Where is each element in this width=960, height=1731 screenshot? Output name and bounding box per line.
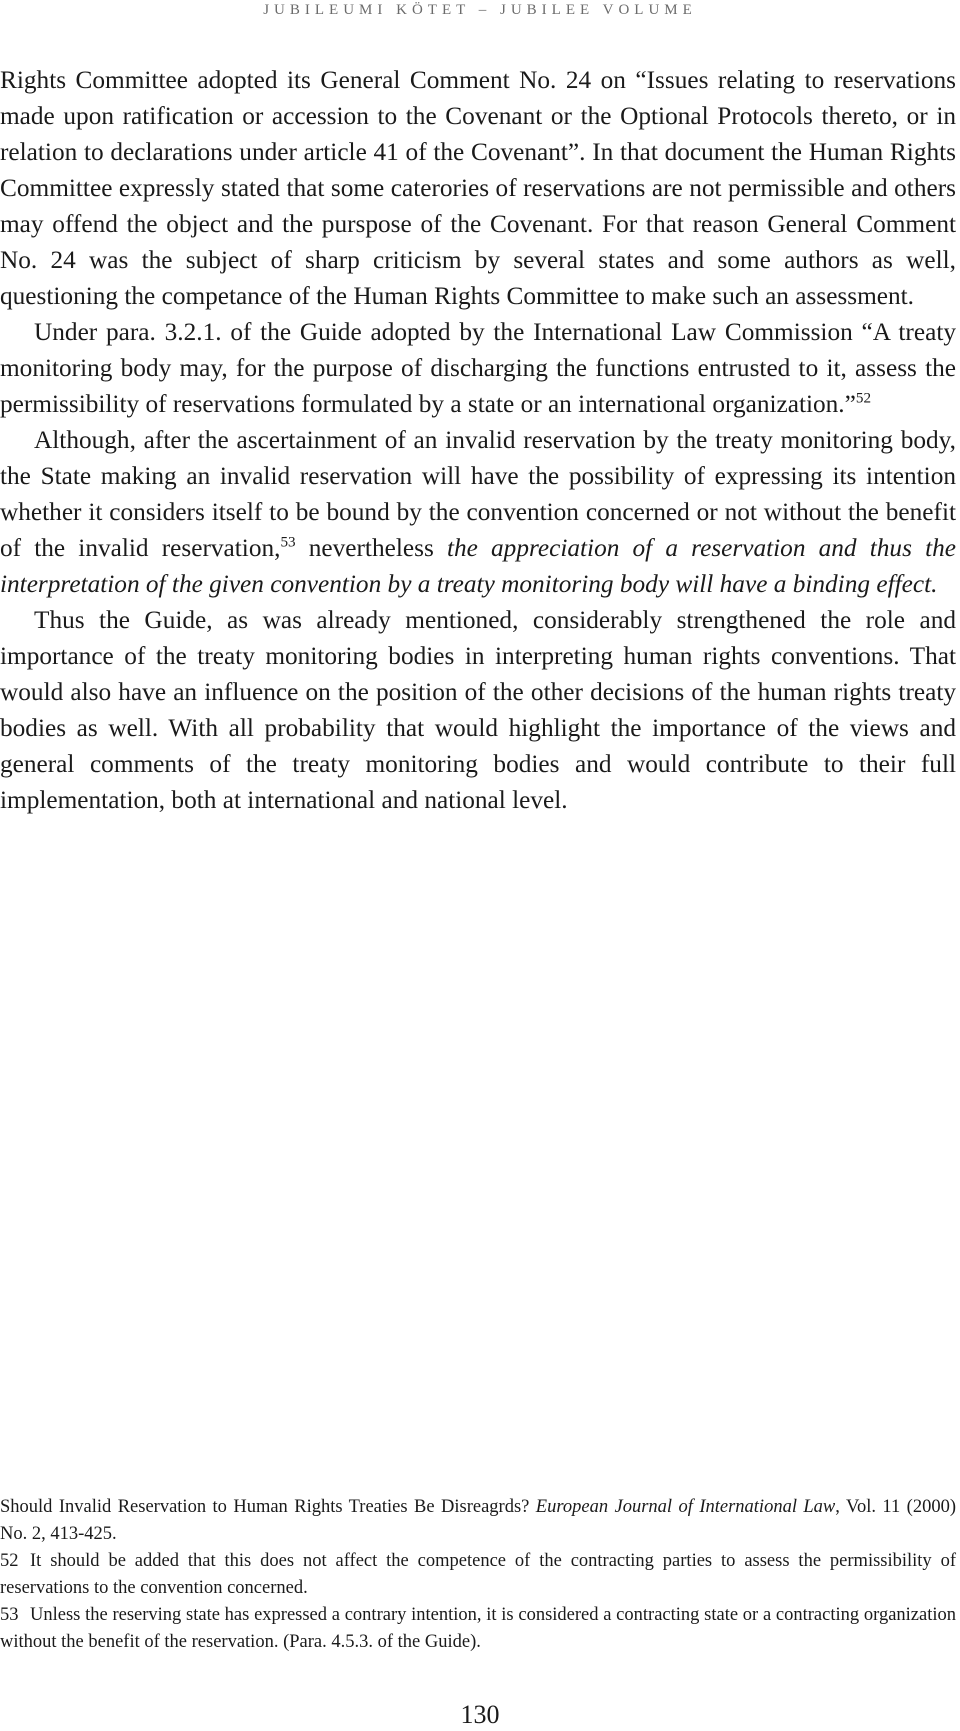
- footnote-number: 52: [0, 1551, 19, 1571]
- running-head: JUBILEUMI KÖTET – JUBILEE VOLUME: [263, 2, 697, 18]
- paragraph: [0, 422, 956, 602]
- text-run: Thus the Guide, as was already mentioned, considerably strengthened the role and importance of the treaty monitoring bodies in interpreting human rights conventions. That would also have an influence on the position of the other decisions of the human rights treaty bodies as well. With all probability that would highlight the importance of the views and general comments of the treaty monitoring bodies and would contribute to their full implementation, both at international and national level.: [0, 606, 956, 814]
- text-run: It should be added that this does not affect the competence of the contracting parties to assess the permissibility of reservations to the convention concerned.: [0, 1551, 956, 1598]
- emphasis-text: the appreciation of a reservation and thus the interpretation of the given convention by a treaty monitoring body will have a binding effect.: [0, 534, 956, 598]
- footnote-ref-53: 53: [280, 533, 296, 551]
- text-run: Should Invalid Reservation to Human Rights Treaties Be Disreagrds?: [0, 1497, 536, 1517]
- paragraph: [0, 62, 956, 314]
- footnotes: [0, 1494, 956, 1656]
- text-run: Rights Committee adopted its General Comment No. 24 on “Issues relating to reservations made upon ratification or accession to the Covenant or the Optional Protocols thereto, or in relation to declarations under article 41 of the Covenant”. In that document the Human Rights Committee expressly stated that some caterories of reservations are not permissible and others may offend the object and the purspose of the Covenant. For that reason General Comment No. 24 was the subject of sharp criticism by several states and some authors as well, questioning the competance of the Human Rights Committee to make such an assessment.: [0, 66, 956, 310]
- footnote-continued: [0, 1494, 956, 1548]
- paragraph: [0, 314, 956, 422]
- text-run: nevertheless: [295, 534, 447, 562]
- text-run: Under para. 3.2.1. of the Guide adopted by the International Law Commission “A treaty monitoring body may, for the purpose of discharging the functions entrusted to it, assess the permissibility of reservations formulated by a state or an international organization.”: [0, 318, 956, 418]
- journal-title: European Journal of International Law: [535, 1497, 836, 1517]
- body-text: [0, 62, 956, 818]
- page-number: 130: [460, 1700, 500, 1729]
- footnote-53: [0, 1602, 956, 1656]
- text-run: Although, after the ascertainment of an invalid reservation by the treaty monitoring body, the State making an invalid reservation will have the possibility of expressing its intention whether it considers itself to be bound by the convention concerned or not without the benefit of the invalid reservation,: [0, 426, 956, 562]
- text-run: , Vol. 11 (2000) No. 2, 413-425.: [0, 1497, 957, 1544]
- footnote-52: [0, 1548, 956, 1602]
- footnote-number: 53: [0, 1605, 19, 1625]
- text-run: Unless the reserving state has expressed a contrary intention, it is considered a contracting state or a contracting organization without the benefit of the reservation. (Para. 4.5.3. of the Guide).: [0, 1605, 956, 1652]
- paragraph: [0, 602, 956, 818]
- footnote-ref-52: 52: [855, 389, 872, 407]
